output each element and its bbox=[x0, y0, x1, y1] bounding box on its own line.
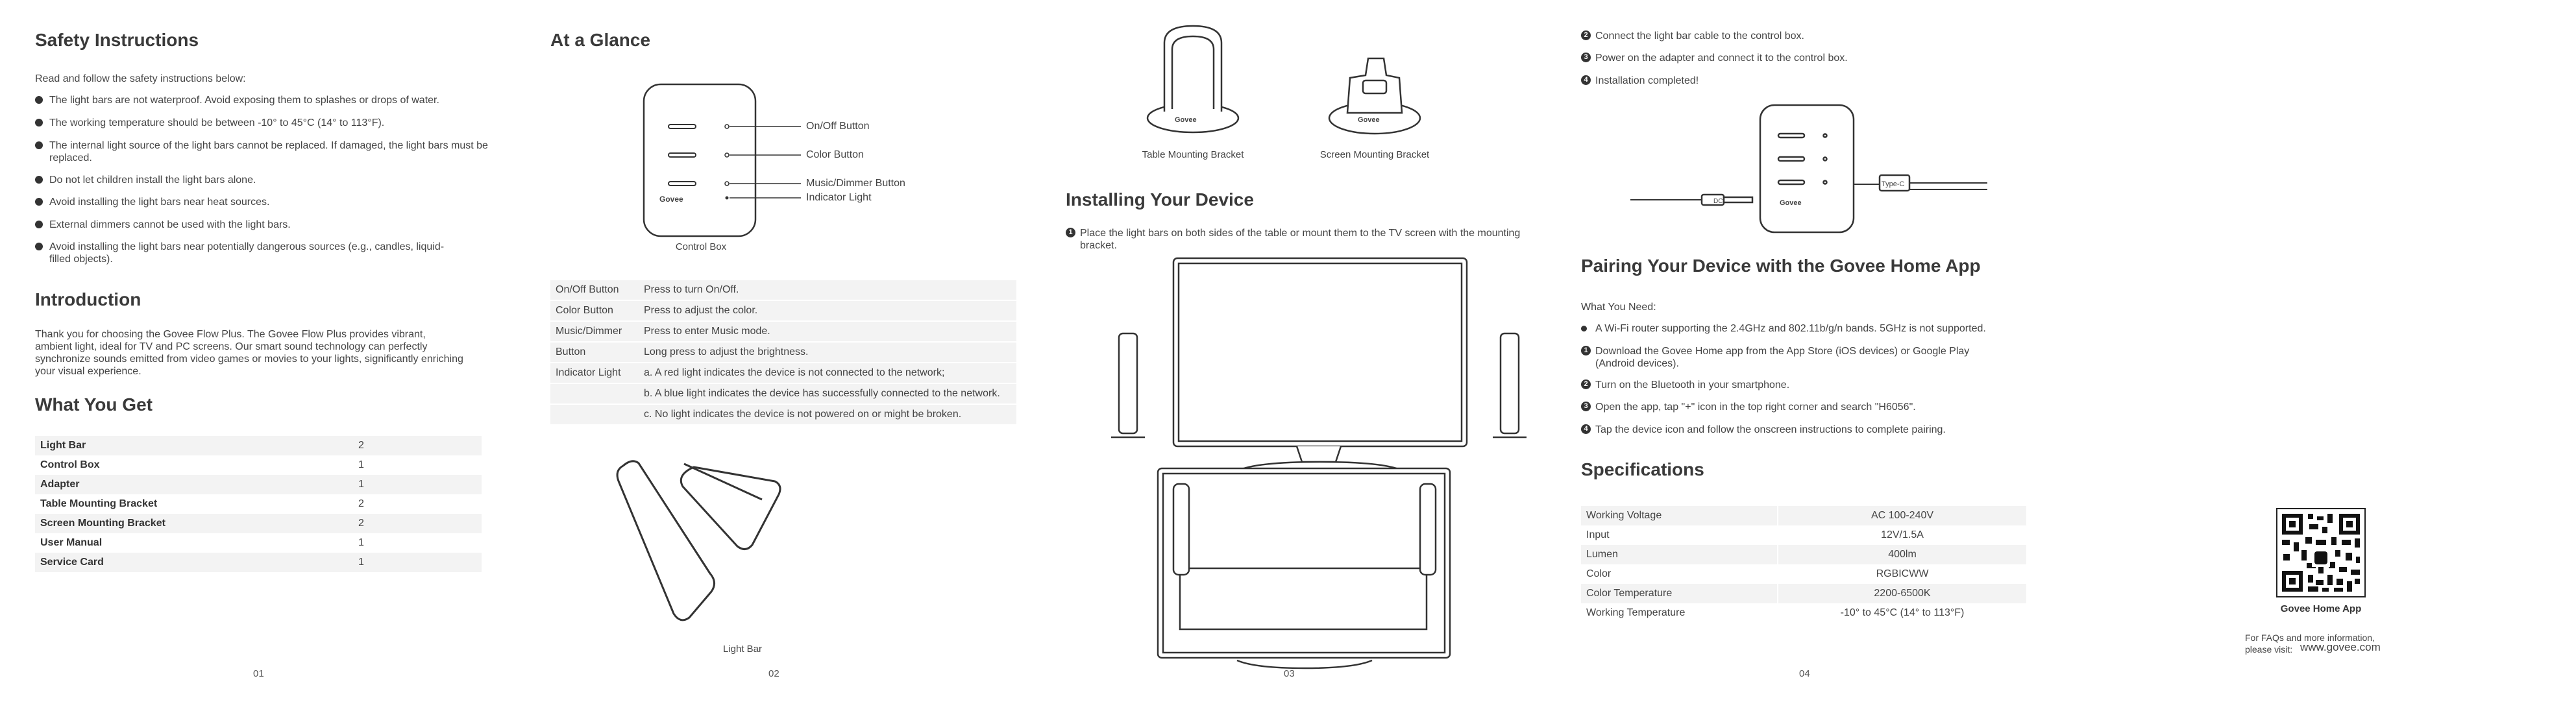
step-number-icon: 2 bbox=[1581, 380, 1591, 389]
pairing-step: 4 Tap the device icon and follow the onscreen instructions to complete pairing. bbox=[1581, 424, 2050, 436]
step-number-icon: 1 bbox=[1066, 228, 1075, 237]
bracket-caption: Table Mounting Bracket bbox=[1142, 149, 1244, 160]
table-row: Working Temperature -10° to 45°C (14° to 113°F) bbox=[1581, 603, 2027, 623]
table-row: Color Temperature 2200-6500K bbox=[1581, 584, 2027, 603]
table-row: Color RGBICWW bbox=[1581, 564, 2027, 584]
page-1 bbox=[0, 0, 515, 711]
install-step: 2 Connect the light bar cable to the control box. bbox=[1581, 30, 2050, 42]
safety-item: The internal light source of the light bars cannot be replaced. If damaged, the light bars must be replaced. bbox=[35, 139, 497, 164]
brand-logo: Govee bbox=[1780, 199, 1802, 207]
brand-logo: Govee bbox=[1175, 116, 1197, 124]
brand-logo: Govee bbox=[659, 195, 683, 204]
pairing-title: Pairing Your Device with the Govee Home App bbox=[1581, 256, 1981, 276]
specifications-title: Specifications bbox=[1581, 459, 1704, 479]
install-step: 1 Place the light bars on both sides of the table or mount them to the TV screen with the mounting bracket. bbox=[1066, 227, 1528, 252]
safety-intro: Read and follow the safety instructions below: bbox=[35, 73, 246, 84]
bullet-icon bbox=[35, 198, 43, 206]
dc-label: DC bbox=[1713, 198, 1723, 205]
brand-logo: Govee bbox=[1358, 116, 1380, 124]
install-step: 4 Installation completed! bbox=[1581, 75, 2050, 87]
page-number: 04 bbox=[1799, 668, 1810, 679]
faq-text-visit: please visit: bbox=[2245, 644, 2293, 655]
safety-item: External dimmers cannot be used with the light bars. bbox=[35, 219, 491, 231]
step-number-icon: 3 bbox=[1581, 53, 1591, 62]
pairing-step: 1 Download the Govee Home app from the App Store (iOS devices) or Google Play (Android devices). bbox=[1581, 345, 2011, 370]
step-number-icon: 4 bbox=[1581, 424, 1591, 434]
control-box-caption: Control Box bbox=[675, 241, 727, 252]
table-row: Lumen 400lm bbox=[1581, 545, 2027, 564]
control-box-illustration bbox=[643, 83, 759, 239]
table-row: c. No light indicates the device is not powered on or might be broken. bbox=[550, 404, 1016, 425]
table-row: On/Off Button Press to turn On/Off. bbox=[550, 280, 1016, 300]
table-row: Adapter 1 bbox=[35, 475, 482, 494]
table-row: Light Bar 2 bbox=[35, 436, 482, 455]
table-row: Color Button Press to adjust the color. bbox=[550, 300, 1016, 321]
faq-text: For FAQs and more information, bbox=[2245, 633, 2375, 643]
bullet-icon bbox=[1581, 326, 1587, 331]
what-you-get-title: What You Get bbox=[35, 394, 153, 415]
table-row: Screen Mounting Bracket 2 bbox=[35, 514, 482, 533]
safety-item: The working temperature should be between -10° to 45°C (14° to 113°F). bbox=[35, 117, 491, 129]
light-bar-caption: Light Bar bbox=[722, 644, 763, 655]
safety-item: The light bars are not waterproof. Avoid exposing them to splashes or drops of water. bbox=[35, 94, 491, 106]
safety-title: Safety Instructions bbox=[35, 30, 199, 50]
table-row: Input 12V/1.5A bbox=[1581, 525, 2027, 545]
safety-item: Avoid installing the light bars near potentially dangerous sources (e.g., candles, liquid-filled objects). bbox=[35, 241, 465, 265]
table-row: Button Long press to adjust the brightness. bbox=[550, 342, 1016, 363]
pairing-step: 3 Open the app, tap "+" icon in the top right corner and search "H6056". bbox=[1581, 401, 2050, 413]
page-number: 01 bbox=[253, 668, 264, 679]
table-row: Service Card 1 bbox=[35, 553, 482, 572]
website-link[interactable]: www.govee.com bbox=[2300, 641, 2381, 653]
page-number: 02 bbox=[768, 668, 779, 679]
bullet-icon bbox=[35, 221, 43, 228]
callout-label: Color Button bbox=[806, 149, 864, 160]
buttons-table bbox=[550, 280, 1016, 426]
contents-table bbox=[35, 436, 482, 572]
table-row: Control Box 1 bbox=[40, 459, 364, 470]
pairing-step: 2 Turn on the Bluetooth in your smartphone. bbox=[1581, 379, 2050, 391]
bullet-icon bbox=[35, 141, 43, 149]
installation-illustration bbox=[1096, 257, 1478, 672]
table-row: Music/Dimmer Press to enter Music mode. bbox=[550, 321, 1016, 342]
at-a-glance-title: At a Glance bbox=[550, 30, 651, 50]
typec-label: Type-C bbox=[1882, 180, 1905, 188]
step-number-icon: 3 bbox=[1581, 402, 1591, 411]
step-number-icon: 2 bbox=[1581, 30, 1591, 40]
specifications-table bbox=[1581, 506, 2028, 623]
cable-connection-illustration bbox=[1630, 102, 1994, 232]
callout-label: On/Off Button bbox=[806, 121, 870, 132]
step-number-icon: 1 bbox=[1581, 346, 1591, 356]
installing-title: Installing Your Device bbox=[1066, 189, 1254, 210]
safety-item: Avoid installing the light bars near heat sources. bbox=[35, 196, 491, 208]
table-row: Indicator Light a. A red light indicates the device is not connected to the network; bbox=[550, 363, 1016, 383]
table-row: User Manual 1 bbox=[40, 537, 364, 548]
step-number-icon: 4 bbox=[1581, 75, 1591, 85]
bullet-icon bbox=[35, 176, 43, 184]
requirement-item: A Wi-Fi router supporting the 2.4GHz and 802.11b/g/n bands. 5GHz is not supported. bbox=[1581, 322, 2050, 335]
bullet-icon bbox=[35, 96, 43, 104]
bullet-icon bbox=[35, 119, 43, 127]
callout-label: Indicator Light bbox=[806, 192, 872, 203]
table-row: Table Mounting Bracket 2 bbox=[40, 498, 364, 509]
introduction-title: Introduction bbox=[35, 289, 141, 309]
qr-label: Govee Home App bbox=[2280, 603, 2362, 614]
introduction-text: Thank you for choosing the Govee Flow Plus. The Govee Flow Plus provides vibrant, ambient light, ideal for TV and PC screens. Our smart sound technology can perfectly synchronize sounds emitted from video games or movies to your lights, significantly enriching your visual experience. bbox=[35, 329, 463, 377]
page-4 bbox=[1546, 0, 2061, 711]
page-2 bbox=[515, 0, 1031, 711]
table-row: b. A blue light indicates the device has successfully connected to the network. bbox=[550, 383, 1016, 404]
table-row: Working Voltage AC 100-240V bbox=[1581, 506, 2027, 525]
page-number: 03 bbox=[1284, 668, 1295, 679]
bracket-caption: Screen Mounting Bracket bbox=[1319, 149, 1430, 160]
install-step: 3 Power on the adapter and connect it to the control box. bbox=[1581, 52, 2050, 64]
what-you-need-label: What You Need: bbox=[1581, 302, 1656, 313]
safety-item: Do not let children install the light bars alone. bbox=[35, 174, 491, 186]
callout-label: Music/Dimmer Button bbox=[806, 178, 905, 189]
page-5 bbox=[2061, 0, 2576, 711]
light-bar-illustration bbox=[613, 448, 807, 636]
bullet-icon bbox=[35, 243, 43, 250]
page-3 bbox=[1031, 0, 1546, 711]
qr-code-icon bbox=[2275, 507, 2366, 598]
